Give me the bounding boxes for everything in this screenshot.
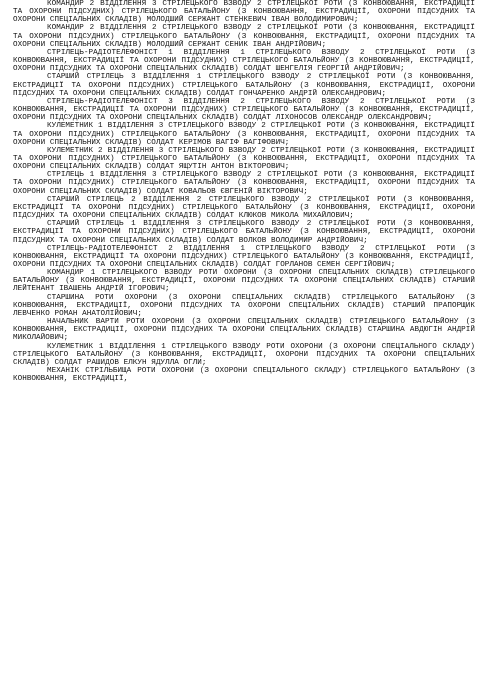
list-item: СТРІЛЕЦЬ 1 ВІДДІЛЕННЯ 3 СТРІЛЕЦЬКОГО ВЗВОДУ 2 СТРІЛЕЦЬКОЇ РОТИ (З КОНВОЮВАННЯ, ЕКСТРАДИЦІЇ ТА ОХОРОНИ ПІДСУДНИХ) СТРІЛЕЦЬКОГО БАТАЛЬЙОНУ (З КОНВОЮВАННЯ, ЕКСТРАДИЦІЇ, ОХОРОНИ ПІДСУДНИХ ТА ОХОРОНИ СПЕЦІАЛЬНИХ СКЛАДІВ) СОЛДАТ КОВАЛЬОВ ЄВГЕНІЙ ВІКТОРОВИЧ; [13, 171, 475, 196]
list-item: СТРІЛЕЦЬ-РАДІОТЕЛЕФОНІСТ 2 ВІДДІЛЕННЯ 1 СТРІЛЕЦЬКОГО ВЗВОДУ 2 СТРІЛЕЦЬКОЇ РОТИ (З КОНВОЮВАННЯ, ЕКСТРАДИЦІЇ ТА ОХОРОНИ ПІДСУДНИХ) СТРІЛЕЦЬКОГО БАТАЛЬЙОНУ (З КОНВОЮВАННЯ, ЕКСТРАДИЦІЇ, ОХОРОНИ ПІДСУДНИХ ТА ОХОРОНИ СПЕЦІАЛЬНИХ СКЛАДІВ) СОЛДАТ ГОРЛАНОВ СЕМЕН СЕРГІЙОВИЧ; [13, 244, 475, 269]
list-item: СТАРШИНА РОТИ ОХОРОНИ (З ОХОРОНИ СПЕЦІАЛЬНИХ СКЛАДІВ) СТРІЛЕЦЬКОГО БАТАЛЬЙОНУ (З КОНВОЮВАННЯ, ЕКСТРАДИЦІЇ, ОХОРОНИ ПІДСУДНИХ ТА ОХОРОНИ СПЕЦІАЛЬНИХ СКЛАДІВ) СТАРШИЙ ПРАПОРЩИК ЛЕВЧЕНКО РОМАН АНАТОЛІЙОВИЧ; [13, 293, 475, 318]
list-item: КОМАНДИР 1 СТРІЛЕЦЬКОГО ВЗВОДУ РОТИ ОХОРОНИ (З ОХОРОНИ СПЕЦІАЛЬНИХ СКЛАДІВ) СТРІЛЕЦЬКОГО БАТАЛЬЙОНУ (З КОНВОЮВАННЯ, ЕКСТРАДИЦІЇ, ОХОРОНИ ПІДСУДНИХ ТА ОХОРОНИ СПЕЦІАЛЬНИХ СКЛАДІВ) СТАРШИЙ ЛЕЙТЕНАНТ ІВАШЕНЬ АНДРІЙ ІГОРОВИЧ; [13, 269, 475, 294]
list-item: СТАРШИЙ СТРІЛЕЦЬ 1 ВІДДІЛЕННЯ 3 СТРІЛЕЦЬКОГО ВЗВОДУ 2 СТРІЛЕЦЬКОЇ РОТИ (З КОНВОЮВАННЯ, ЕКСТРАДИЦІЇ ТА ОХОРОНИ ПІДСУДНИХ) СТРІЛЕЦЬКОГО БАТАЛЬЙОНУ (З КОНВОЮВАННЯ, ЕКСТРАДИЦІЇ, ОХОРОНИ ПІДСУДНИХ ТА ОХОРОНИ СПЕЦІАЛЬНИХ СКЛАДІВ) СОЛДАТ ВОЛКОВ ВОЛОДИМИР АНДРІЙОВИЧ; [13, 220, 475, 245]
list-item: КОМАНДИР 2 ВІДДІЛЕННЯ 2 СТРІЛЕЦЬКОГО ВЗВОДУ 2 СТРІЛЕЦЬКОЇ РОТИ (З КОНВОЮВАННЯ, ЕКСТРАДИЦІЇ ТА ОХОРОНИ ПІДСУДНИХ) СТРІЛЕЦЬКОГО БАТАЛЬЙОНУ (З КОНВОЮВАННЯ, ЕКСТРАДИЦІЇ, ОХОРОНИ ПІДСУДНИХ ТА ОХОРОНИ СПЕЦІАЛЬНИХ СКЛАДІВ) МОЛОДШИЙ СЕРЖАНТ СЕНИК ІВАН АНДРІЙОВИЧ; [13, 24, 475, 49]
list-item: КОМАНДИР 2 ВІДДІЛЕННЯ 3 СТРІЛЕЦЬКОГО ВЗВОДУ 2 СТРІЛЕЦЬКОЇ РОТИ (З КОНВОЮВАННЯ, ЕКСТРАДИЦІЇ ТА ОХОРОНИ ПІДСУДНИХ) СТРІЛЕЦЬКОГО БАТАЛЬЙОНУ (З КОНВОЮВАННЯ, ЕКСТРАДИЦІЇ, ОХОРОНИ ПІДСУДНИХ ТА ОХОРОНИ СПЕЦІАЛЬНИХ СКЛАДІВ) МОЛОДШИЙ СЕРЖАНТ СТЕНКЕВИЧ ІВАН ВОЛОДИМИРОВИЧ; [13, 0, 475, 25]
list-item: СТРІЛЕЦЬ-РАДІОТЕЛЕФОНІСТ 1 ВІДДІЛЕННЯ 1 СТРІЛЕЦЬКОГО ВЗВОДУ 2 СТРІЛЕЦЬКОЇ РОТИ (З КОНВОЮВАННЯ, ЕКСТРАДИЦІЇ ТА ОХОРОНИ ПІДСУДНИХ) СТРІЛЕЦЬКОГО БАТАЛЬЙОНУ (З КОНВОЮВАННЯ, ЕКСТРАДИЦІЇ, ОХОРОНИ ПІДСУДНИХ ТА ОХОРОНИ СПЕЦІАЛЬНИХ СКЛАДІВ) СОЛДАТ ШЕНГЕЛІЯ ГЕОРГІЙ АНДРІЙОВИЧ; [13, 48, 475, 74]
document-body [13, 0, 475, 383]
list-item: МЕХАНІК СТРІЛЬБИЩА РОТИ ОХОРОНИ (З ОХОРОНИ СПЕЦІАЛЬНОГО СКЛАДУ) СТРІЛЕЦЬКОГО БАТАЛЬЙОНУ (З КОНВОЮВАННЯ, ЕКСТРАДИЦІЇ, [13, 367, 475, 384]
list-item: СТРІЛЕЦЬ-РАДІОТЕЛЕФОНІСТ 3 ВІДДІЛЕННЯ 2 СТРІЛЕЦЬКОГО ВЗВОДУ 2 СТРІЛЕЦЬКОЇ РОТИ (З КОНВОЮВАННЯ, ЕКСТРАДИЦІЇ ТА ОХОРОНИ ПІДСУДНИХ) СТРІЛЕЦЬКОГО БАТАЛЬЙОНУ (З КОНВОЮВАННЯ, ЕКСТРАДИЦІЇ, ОХОРОНИ ПІДСУДНИХ ТА ОХОРОНИ СПЕЦІАЛЬНИХ СКЛАДІВ) СОЛДАТ ЛІХОНОСОВ ОЛЕКСАНДР ОЛЕКСАНДРОВИЧ; [13, 97, 475, 123]
list-item: КУЛЕМЕТНИК 2 ВІДДІЛЕННЯ 3 СТРІЛЕЦЬКОГО ВЗВОДУ 2 СТРІЛЕЦЬКОЇ РОТИ (З КОНВОЮВАННЯ, ЕКСТРАДИЦІЇ ТА ОХОРОНИ ПІДСУДНИХ) СТРІЛЕЦЬКОГО БАТАЛЬЙОНУ (З КОНВОЮВАННЯ, ЕКСТРАДИЦІЇ, ОХОРОНИ ПІДСУДНИХ ТА ОХОРОНИ СПЕЦІАЛЬНИХ СКЛАДІВ) СОЛДАТ ЯЩУТІН АНТОН ВІКТОРОВИЧ; [13, 146, 475, 172]
list-item: СТАРШИЙ СТРІЛЕЦЬ 3 ВІДДІЛЕННЯ 1 СТРІЛЕЦЬКОГО ВЗВОДУ 2 СТРІЛЕЦЬКОЇ РОТИ (З КОНВОЮВАННЯ, ЕКСТРАДИЦІЇ ТА ОХОРОНИ ПІДСУДНИХ) СТРІЛЕЦЬКОГО БАТАЛЬЙОНУ (З КОНВОЮВАННЯ, ЕКСТРАДИЦІЇ, ОХОРОНИ ПІДСУДНИХ ТА ОХОРОНИ СПЕЦІАЛЬНИХ СКЛАДІВ) СОЛДАТ ГОНЧАРЕНКО АНДРІЙ ОЛЕКСАНДРОВИЧ; [13, 73, 475, 98]
list-item: СТАРШИЙ СТРІЛЕЦЬ 2 ВІДДІЛЕННЯ 2 СТРІЛЕЦЬКОГО ВЗВОДУ 2 СТРІЛЕЦЬКОЇ РОТИ (З КОНВОЮВАННЯ, ЕКСТРАДИЦІЇ ТА ОХОРОНИ ПІДСУДНИХ) СТРІЛЕЦЬКОГО БАТАЛЬЙОНУ (З КОНВОЮВАННЯ, ЕКСТРАДИЦІЇ, ОХОРОНИ ПІДСУДНИХ ТА ОХОРОНИ СПЕЦІАЛЬНИХ СКЛАДІВ) СОЛДАТ КЛЮКОВ МИКОЛА МИХАЙЛОВИЧ; [13, 195, 475, 221]
list-item: КУЛЕМЕТНИК 1 ВІДДІЛЕННЯ 1 СТРІЛЕЦЬКОГО ВЗВОДУ РОТИ ОХОРОНИ (З ОХОРОНИ СПЕЦІАЛЬНОГО СКЛАДУ) СТРІЛЕЦЬКОГО БАТАЛЬЙОНУ (З КОНВОЮВАННЯ, ЕКСТРАДИЦІЇ, ОХОРОНИ ПІДСУДНИХ ТА ОХОРОНИ СПЕЦІАЛЬНИХ СКЛАДІВ) СОЛДАТ РАШИДОВ ЕЛКУН ЯДУЛЛА ОГЛИ; [13, 342, 475, 367]
list-item: КУЛЕМЕТНИК 1 ВІДДІЛЕННЯ 3 СТРІЛЕЦЬКОГО ВЗВОДУ 2 СТРІЛЕЦЬКОЇ РОТИ (З КОНВОЮВАННЯ, ЕКСТРАДИЦІЇ ТА ОХОРОНИ ПІДСУДНИХ) СТРІЛЕЦЬКОГО БАТАЛЬЙОНУ (З КОНВОЮВАННЯ, ЕКСТРАДИЦІЇ, ОХОРОНИ ПІДСУДНИХ ТА ОХОРОНИ СПЕЦІАЛЬНИХ СКЛАДІВ) СОЛДАТ КЕРІМОВ ВАГІФ ВАГІФОВИЧ; [13, 122, 475, 147]
list-item: НАЧАЛЬНИК ВАРТИ РОТИ ОХОРОНИ (З ОХОРОНИ СПЕЦІАЛЬНИХ СКЛАДІВ) СТРІЛЕЦЬКОГО БАТАЛЬЙОНУ (З КОНВОЮВАННЯ, ЕКСТРАДИЦІЇ, ОХОРОНИ ПІДСУДНИХ ТА ОХОРОНИ СПЕЦІАЛЬНИХ СКЛАДІВ) СТАРШИНА АВДЮГІН АНДРІЙ МИКОЛАЙОВИЧ; [13, 318, 475, 343]
